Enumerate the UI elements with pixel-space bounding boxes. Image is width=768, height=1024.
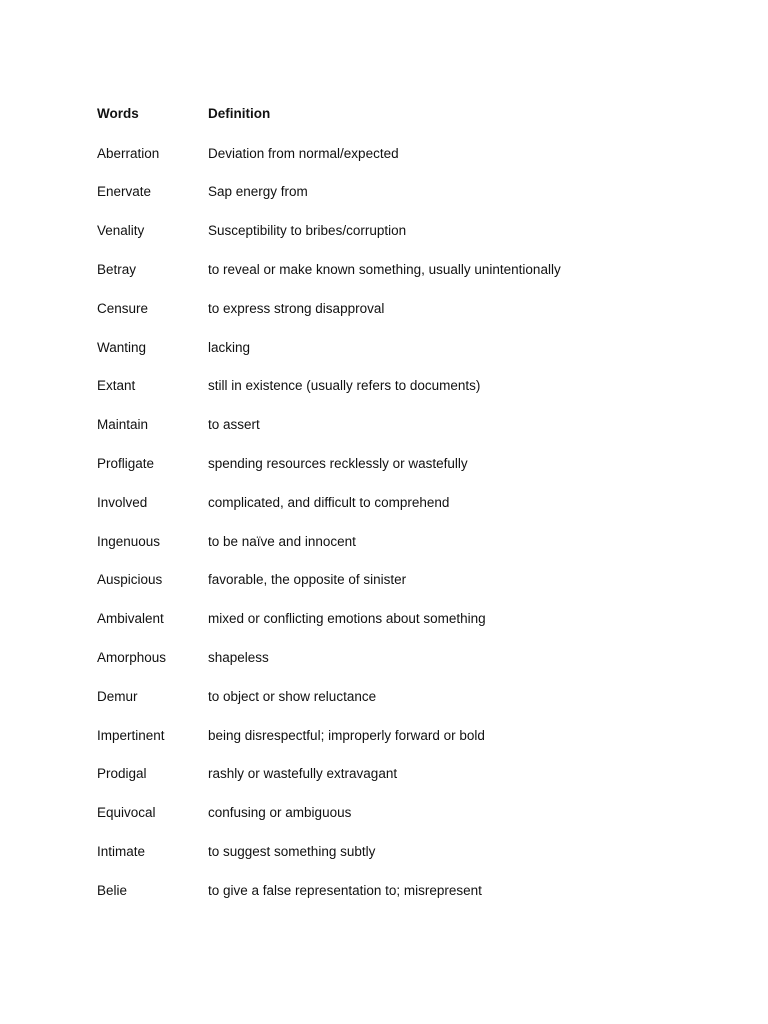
word-cell: Involved <box>97 494 148 510</box>
definition-cell: confusing or ambiguous <box>208 805 352 821</box>
word-cell: Demur <box>97 688 138 704</box>
table-row <box>97 328 697 367</box>
definition-cell: mixed or conflicting emotions about something <box>208 611 486 627</box>
word-cell: Equivocal <box>97 805 156 821</box>
table-row <box>97 250 697 289</box>
table-row <box>97 289 697 328</box>
definition-cell: still in existence (usually refers to documents) <box>208 378 481 394</box>
definition-cell: Deviation from normal/expected <box>208 145 399 161</box>
definition-cell: spending resources recklessly or wastefully <box>208 456 468 472</box>
word-cell: Auspicious <box>97 572 163 588</box>
table-row <box>97 871 697 910</box>
word-cell: Amorphous <box>97 650 167 666</box>
definition-cell: being disrespectful; improperly forward or bold <box>208 727 485 743</box>
table-header <box>97 104 697 122</box>
word-cell: Impertinent <box>97 727 165 743</box>
table-row <box>97 793 697 832</box>
table-row <box>97 832 697 871</box>
word-cell: Intimate <box>97 844 146 860</box>
definition-column-header: Definition <box>208 105 271 121</box>
word-cell: Censure <box>97 300 149 316</box>
word-cell: Belie <box>97 882 128 898</box>
definition-cell: to assert <box>208 417 260 433</box>
word-cell: Enervate <box>97 184 152 200</box>
word-cell: Profligate <box>97 456 155 472</box>
table-row <box>97 211 697 250</box>
words-column-header: Words <box>97 105 139 121</box>
word-cell: Prodigal <box>97 766 147 782</box>
table-row <box>97 677 697 716</box>
definition-cell: lacking <box>208 339 251 355</box>
word-cell: Aberration <box>97 145 160 161</box>
vocabulary-table <box>97 104 697 910</box>
definition-cell: Sap energy from <box>208 184 308 200</box>
word-cell: Betray <box>97 262 137 278</box>
table-row <box>97 522 697 561</box>
table-row <box>97 444 697 483</box>
table-row <box>97 755 697 794</box>
table-row <box>97 561 697 600</box>
table-row <box>97 483 697 522</box>
word-cell: Maintain <box>97 417 149 433</box>
word-cell: Ingenuous <box>97 533 161 549</box>
word-cell: Venality <box>97 223 145 239</box>
definition-cell: rashly or wastefully extravagant <box>208 766 398 782</box>
table-row <box>97 405 697 444</box>
table-row <box>97 134 697 173</box>
definition-cell: favorable, the opposite of sinister <box>208 572 407 588</box>
table-row <box>97 638 697 677</box>
definition-cell: to object or show reluctance <box>208 688 377 704</box>
definition-cell: to give a false representation to; misrepresent <box>208 882 482 898</box>
table-row <box>97 599 697 638</box>
table-row <box>97 367 697 406</box>
table-row <box>97 173 697 212</box>
definition-cell: to express strong disapproval <box>208 300 385 316</box>
definition-cell: to be naïve and innocent <box>208 533 356 549</box>
word-cell: Extant <box>97 378 136 394</box>
definition-cell: to reveal or make known something, usually unintentionally <box>208 262 561 278</box>
word-cell: Wanting <box>97 339 147 355</box>
word-cell: Ambivalent <box>97 611 164 627</box>
definition-cell: to suggest something subtly <box>208 844 376 860</box>
table-row <box>97 716 697 755</box>
definition-cell: complicated, and difficult to comprehend <box>208 494 450 510</box>
table-body <box>97 134 697 910</box>
definition-cell: shapeless <box>208 650 269 666</box>
definition-cell: Susceptibility to bribes/corruption <box>208 223 407 239</box>
